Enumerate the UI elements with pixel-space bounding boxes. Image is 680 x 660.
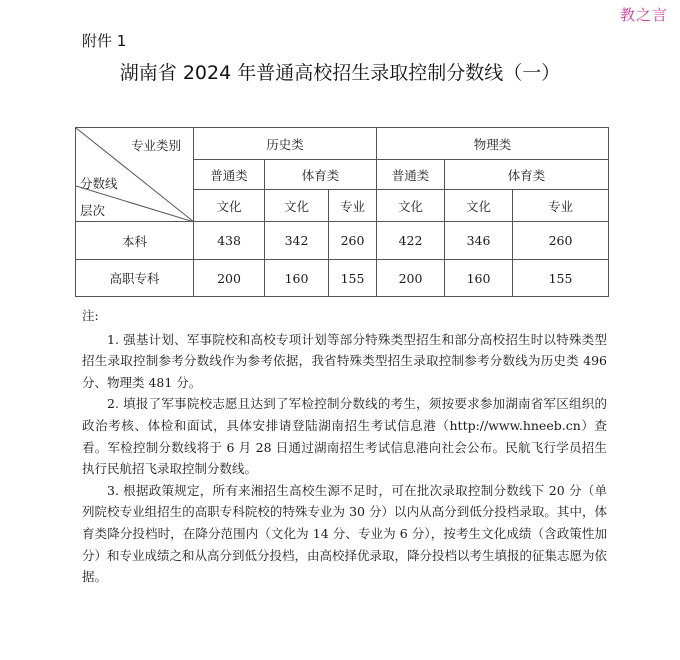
note-item-3: 3. 根据政策规定，所有来湘招生高校生源不足时，可在批次录取控制分数线下 20 分（单列院校专业组招生的高职专科院校的特殊专业为 30 分）以内从高分到低分投档录取。其中，体育类降分投档时，在降分范围内（文化为 14 分、专业为 6 分），按考生文化成绩（含政策性加分）和专业成绩之和从高分到低分投档，由高校择优录取，降分投档以考生填报的征集志愿为依据。	[82, 482, 608, 585]
table-cell: 438	[194, 222, 265, 260]
table-header-row-1	[76, 128, 609, 160]
header-major: 专业	[513, 190, 609, 222]
note-item-1: 1. 强基计划、军事院校和高校专项计划等部分特殊类型招生和部分高校招生时以特殊类型招生录取控制参考分数线作为参考依据，我省特殊类型招生录取控制参考分数线为历史类 496 分、物理类 481 分。	[82, 331, 607, 390]
notes-section	[82, 305, 607, 588]
header-level-label: 层次	[80, 203, 106, 218]
table-cell: 342	[265, 222, 329, 260]
header-culture: 文化	[377, 190, 445, 222]
table-cell: 200	[194, 260, 265, 297]
table-cell: 200	[377, 260, 445, 297]
header-history-sports: 体育类	[265, 160, 377, 190]
header-physics-sports: 体育类	[445, 160, 609, 190]
score-table	[75, 127, 609, 297]
header-culture: 文化	[445, 190, 513, 222]
table-cell: 346	[445, 222, 513, 260]
table-row	[76, 222, 609, 260]
header-culture: 文化	[194, 190, 265, 222]
header-history-general: 普通类	[194, 160, 265, 190]
header-corner-cell	[76, 128, 194, 222]
table-cell: 260	[513, 222, 609, 260]
row-level: 本科	[76, 222, 194, 260]
notes-label: 注:	[82, 308, 99, 323]
header-culture: 文化	[265, 190, 329, 222]
header-major: 专业	[329, 190, 377, 222]
table-cell: 260	[329, 222, 377, 260]
note-item-2: 2. 填报了军事院校志愿且达到了军检控制分数线的考生，须按要求参加湖南省军区组织的政治考核、体检和面试，具体安排请登陆湖南招生考试信息港（http://www.hneeb.cn）查看。军检控制分数线将于 6 月 28 日通过湖南招生考试信息港向社会公布。民航飞行学员招生执行民航招飞录取控制分数线。	[82, 396, 607, 477]
table-cell: 160	[445, 260, 513, 297]
attachment-label: 附件 1	[82, 32, 127, 50]
table-cell: 422	[377, 222, 445, 260]
table-cell: 155	[329, 260, 377, 297]
header-physics: 物理类	[377, 128, 609, 160]
row-level: 高职专科	[76, 260, 194, 297]
header-type-label: 专业类别	[130, 138, 181, 153]
table-row	[76, 260, 609, 297]
header-history: 历史类	[194, 128, 377, 160]
header-physics-general: 普通类	[377, 160, 445, 190]
page-title: 湖南省 2024 年普通高校招生录取控制分数线（一）	[119, 62, 561, 84]
table-cell: 160	[265, 260, 329, 297]
table-cell: 155	[513, 260, 609, 297]
watermark: 教之言	[619, 6, 668, 24]
header-score-label: 分数线	[80, 176, 118, 191]
